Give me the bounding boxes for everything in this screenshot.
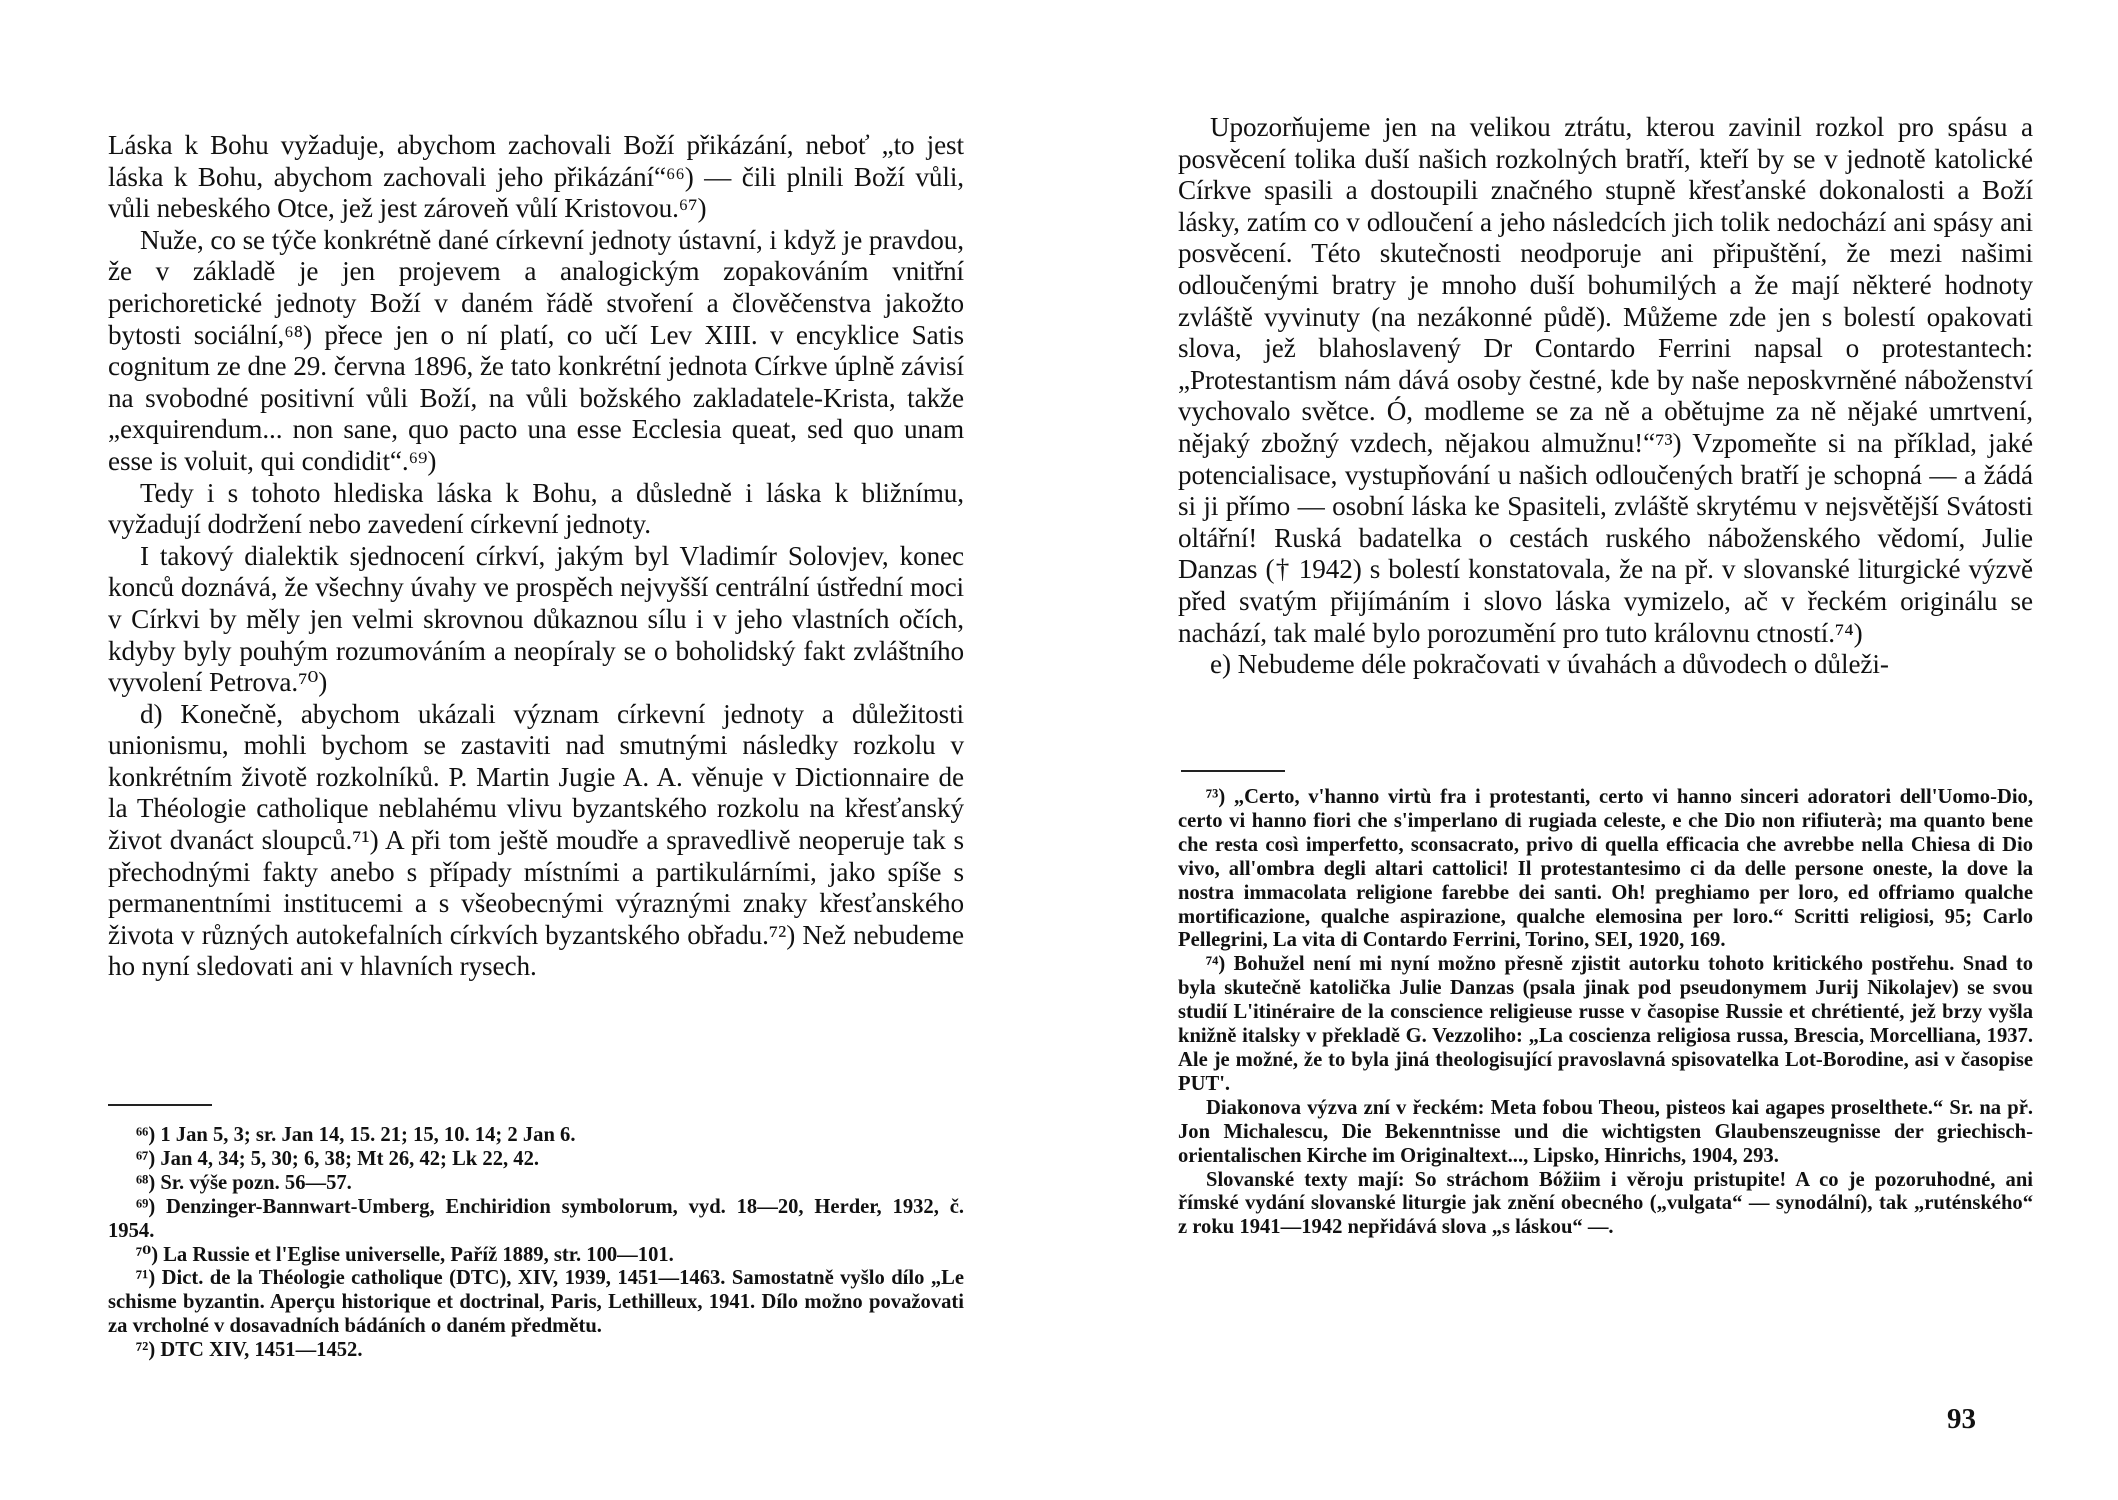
- footnote-66: ⁶⁶) 1 Jan 5, 3; sr. Jan 14, 15. 21; 15, 10. 14; 2 Jan 6.: [136, 1124, 576, 1146]
- page-number: 93: [1947, 1403, 1976, 1435]
- left-paragraph-2: Nuže, co se týče konkrétně dané církevní jednoty ústavní, i když je pravdou, že v základě je jen projevem a analogickým zopakováním vnitřní perichoretické jednoty Boží v daném řádě stvoření a člověčenstva jakožto bytosti sociální,⁶⁸) přece jen o ní platí, co učí Lev XIII. v encyklice Satis cognitum ze dne 29. června 1896, že tato konkrétní jednota Církve úplně závisí na svobodné positivní vůli Boží, na vůli božského zakladatele-Krista, takže „exquirendum... non sane, quo pacto una esse Ecclesia queat, sed quo unam esse is voluit, qui condidit“.⁶⁹): [108, 224, 964, 476]
- left-paragraph-4: I takový dialektik sjednocení církví, jakým byl Vladimír Solovjev, konec konců doznává, že všechny úvahy ve prospěch nejvyšší centrální ústřední moci v Církvi by měly jen velmi skrovnou důkaznou sílu i v jeho vlastních očích, kdyby byly pouhým rozumováním a neopíraly se o boholidský fakt zvláštního vyvolení Petrova.⁷⁰): [108, 540, 964, 698]
- right-footnotes: [1178, 786, 2033, 1240]
- right-body-text: [1178, 112, 2033, 681]
- footnote-74-continued-2: Slovanské texty mají: So stráchom Bóžiim i věroju pristupite! A co je pozoruhodné, ani římské vydání slovanské liturgie jak znění obecného („vulgata“ — synodální), tak „ruténského“ z roku 1941—1942 nepřidává slova „s láskou“ —.: [1178, 1168, 2033, 1239]
- footnote-69: ⁶⁹) Denzinger-Bannwart-Umberg, Enchiridion symbolorum, vyd. 18—20, Herder, 1932, č. 1954.: [108, 1195, 964, 1242]
- footnote-71: ⁷¹) Dict. de la Théologie catholique (DTC), XIV, 1939, 1451—1463. Samostatně vyšlo dílo „Le schisme byzantin. Aperçu historique et doctrinal, Paris, Lethilleux, 1941. Dílo možno považovati za vrcholné v dosavadních bádáních o daném předmětu.: [108, 1267, 964, 1338]
- left-body-text: [108, 130, 964, 983]
- left-paragraph-1: Láska k Bohu vyžaduje, abychom zachovali Boží přikázání, neboť „to jest láska k Bohu, abychom zachovali jeho přikázání“⁶⁶) — čili plnili Boží vůli, vůli nebeského Otce, jež jest zároveň vůlí Kristovou.⁶⁷): [108, 130, 964, 224]
- footnote-68: ⁶⁸) Sr. výše pozn. 56—57.: [136, 1171, 352, 1194]
- right-paragraph-2: e) Nebudeme déle pokračovati v úvahách a důvodech o důleži-: [1210, 649, 1889, 680]
- footnote-70: ⁷⁰) La Russie et l'Eglise universelle, Paříž 1889, str. 100—101.: [136, 1243, 674, 1266]
- left-footnotes: [108, 1124, 964, 1363]
- footnote-74-continued-1: Diakonova výzva zní v řeckém: Meta fobou Theou, pisteos kai agapes proselthete.“ Sr. na př. Jon Michalescu, Die Bekenntnisse und die wichtigsten Glaubenszeugnisse der griechisch-orientalischen Kirche im Originaltext..., Lipsko, Hinrichs, 1904, 293.: [1178, 1096, 2033, 1167]
- footnote-72: ⁷²) DTC XIV, 1451—1452.: [136, 1339, 363, 1362]
- footnote-67: ⁶⁷) Jan 4, 34; 5, 30; 6, 38; Mt 26, 42; Lk 22, 42.: [136, 1147, 540, 1170]
- left-footnote-divider: [108, 1104, 212, 1106]
- left-paragraph-5: d) Konečně, abychom ukázali význam církevní jednoty a důležitosti unionismu, mohli bychom se zastaviti nad smutnými následky rozkolu v konkrétním životě rozkolníků. P. Martin Jugie A. A. věnuje v Dictionnaire de la Théologie catholique neblahému vlivu byzantského rozkolu na křesťanský život dvanáct sloupců.⁷¹) A při tom ještě moudře a spravedlivě neoperuje tak s přechodnými fakty anebo s případy místními a partikulárními, jako spíše s permanentními institucemi a s všeobecnými výraznými znaky křesťanského života v různých autokefalních církvích byzantského obřadu.⁷²) Než nebudeme ho nyní sledovati ani v hlavních rysech.: [108, 698, 964, 982]
- right-paragraph-1: Upozorňujeme jen na velikou ztrátu, kterou zavinil rozkol pro spásu a posvěcení tolika duší našich rozkolných bratří, kteří by se v jednotě katolické Církve spasili a dostoupili značného stupně křesťanské dokonalosti a Boží lásky, zatím co v odloučení a jeho následcích jich tolik nedochází ani spásy ani posvěcení. Této skutečnosti neodporuje ani připuštění, že mezi našimi odloučenými bratry je mnoho duší bohumilých a že mají některé hodnoty zvláště vyvinuty (na nezákonné půdě). Můžeme zde jen s bolestí opakovati slova, jež blahoslavený Dr Contardo Ferrini napsal o protestantech: „Protestantism nám dává osoby čestné, kde by naše neposkvrněné náboženství vychovalo světce. Ó, modleme se za ně a obětujme za ně nějaké umrtvení, nějaký zbožný vzdech, nějakou almužnu!“⁷³) Vzpomeňte si na příklad, jaké potencialisace, vystupňování u našich odloučených bratří je schopná — a žádá si ji přímo — osobní láska ke Spasiteli, zvláště skrytému v nejsvětější Svátosti oltářní! Ruská badatelka o cestách ruského náboženského vědomí, Julie Danzas († 1942) s bolestí konstatovala, že na př. v slovanské liturgické výzvě před svatým přijímáním i slovo láska vymizelo, ač v řeckém originálu se nachází, tak malé bylo porozumění pro tuto královnu ctností.⁷⁴): [1178, 112, 2033, 648]
- right-footnote-divider: [1181, 770, 1285, 772]
- footnote-74: ⁷⁴) Bohužel není mi nyní možno přesně zjistit autorku tohoto kritického postřehu. Snad to byla skutečně katolička Julie Danzas (psala jinak pod pseudonymem Jurij Nikolajev) se svou studií L'itinéraire de la conscience religieuse russe v časopise Russie et chrétienté, jež brzy vyšla knižně italsky v překladě G. Vezzoliho: „La coscienza religiosa russa, Brescia, Morcelliana, 1937. Ale je možné, že to byla jiná theologisující pravoslavná spisovatelka Lot-Borodine, asi v časopise PUT'.: [1178, 953, 2033, 1095]
- footnote-73: ⁷³) „Certo, v'hanno virtù fra i protestanti, certo vi hanno sinceri adoratori dell'Uomo-Dio, certo vi hanno fiori che s'imperlano di rugiada celeste, e che Dio non rifiuterà; ma quanto bene che resta così imperfetto, sconsacrato, privo di quella efficacia che avrebbe nella Chiesa di Dio vivo, all'ombra degli altari cattolici! Il protestantesimo ci da delle persone oneste, la dove la nostra immacolata religione farebbe dei santi. Oh! preghiamo per loro, ed offriamo qualche mortificazione, qualche aspirazione, qualche elemosina per loro.“ Scritti religiosi, 95; Carlo Pellegrini, La vita di Contardo Ferrini, Torino, SEI, 1920, 169.: [1178, 786, 2033, 952]
- right-page: [1059, 0, 2118, 1500]
- left-paragraph-3: Tedy i s tohoto hlediska láska k Bohu, a důsledně i láska k bližnímu, vyžadují dodržení nebo zavedení církevní jednoty.: [108, 477, 964, 540]
